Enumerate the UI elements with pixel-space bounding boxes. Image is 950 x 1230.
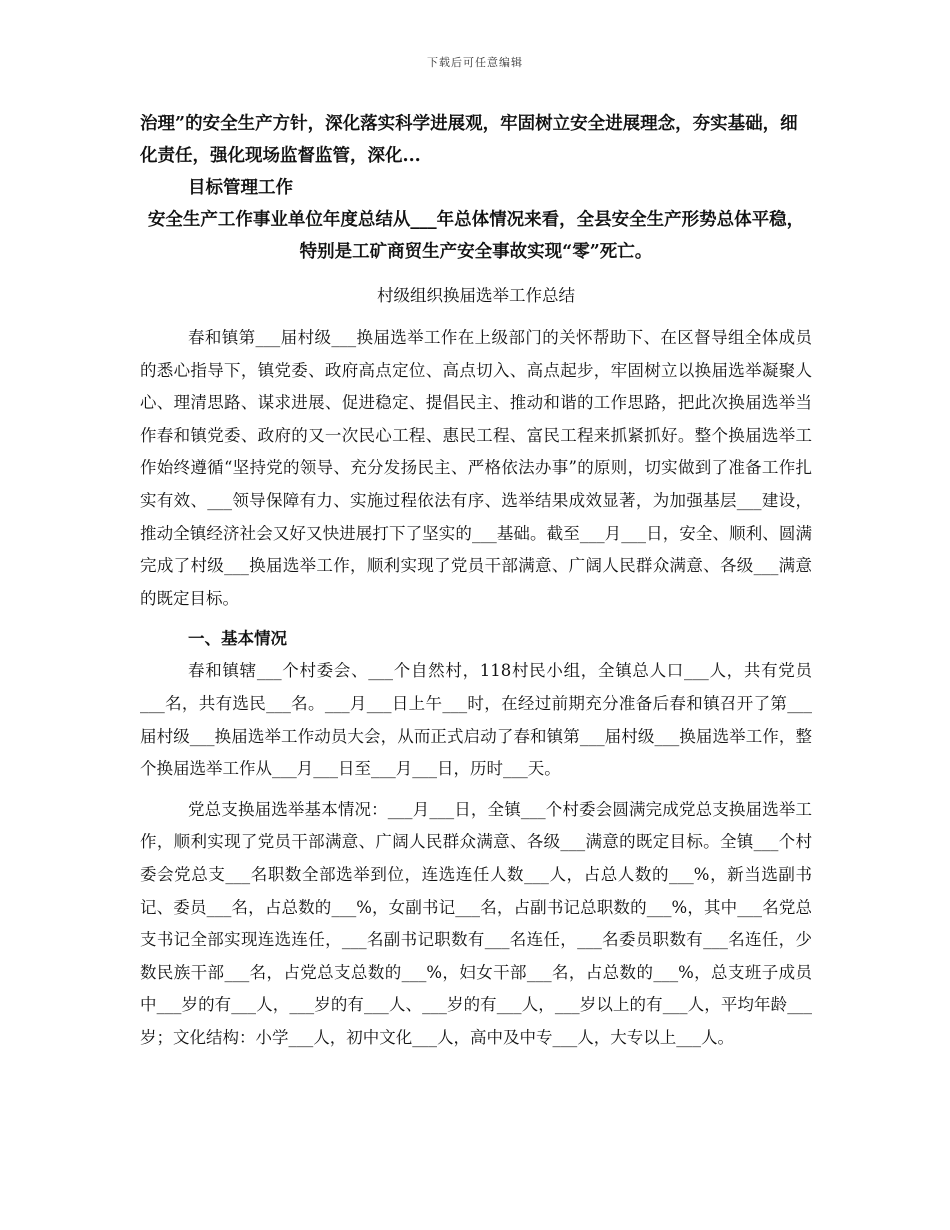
document-body (140, 108, 812, 1054)
paragraph-intro: 春和镇第___届村级___换届选举工作在上级部门的关怀帮助下、在区督导组全体成员的悉心指导下，镇党委、政府高点定位、高点切入、高点起步，牢固树立以换届选举凝聚人心、理清思路、谋求进展、促进稳定、提倡民主、推动和谐的工作思路，把此次换届选举当作春和镇党委、政府的又一次民心工程、惠民工程、富民工程来抓紧抓好。整个换届选举工作始终遵循“坚持党的领导、充分发扬民主、严格依法办事”的原则，切实做到了准备工作扎实有效、___领导保障有力、实施过程依法有序、选举结果成效显著，为加强基层___建设，推动全镇经济社会又好又快进展打下了坚实的___基础。截至___月___日，安全、顺利、圆满完成了村级___换届选举工作，顺利实现了党员干部满意、广阔人民群众满意、各级___满意的既定目标。 (140, 328, 812, 608)
paragraph-basic-situation: 春和镇辖___个村委会、___个自然村，118村民小组，全镇总人口___人，共有党员___名，共有选民___名。___月___日上午___时，在经过前期充分准备后春和镇召开了第___届村级___换届选举工作动员大会，从而正式启动了春和镇第___届村级___换届选举工作，整个换届选举工作从___月___日至___月___日，历时___天。 (140, 661, 812, 779)
page-header: 下载后可任意编辑 (427, 56, 523, 69)
intro-heading: 目标管理工作 (188, 178, 293, 198)
document-title: 村级组织换届选举工作总结 (377, 286, 575, 305)
intro-summary: 安全生产工作事业单位年度总结从___年总体情况来看，全县安全生产形势总体平稳，特别是工矿商贸生产安全事故实现“零”死亡。 (147, 210, 805, 262)
paragraph-party-election: 党总支换届选举基本情况：___月___日，全镇___个村委会圆满完成党总支换届选举工作，顺利实现了党员干部满意、广阔人民群众满意、各级___满意的既定目标。全镇___个村委会党总支___名职数全部选举到位，连选连任人数___人，占总人数的___%，新当选副书记、委员___名，占总数的___%，女副书记___名，占副书记总职数的___%，其中___名党总支书记全部实现连选连任，___名副书记职数有___名连任，___名委员职数有___名连任，少数民族干部___名，占党总支总数的___%，妇女干部___名，占总数的___%，总支班子成员中___岁的有___人，___岁的有___人、___岁的有___人，___岁以上的有___人，平均年龄___岁；文化结构：小学___人，初中文化___人，高中及中专___人，大专以上___人。 (140, 799, 813, 1047)
section-heading-basic-situation: 一、基本情况 (188, 629, 287, 649)
intro-text: 治理”的安全生产方针，深化落实科学进展观，牢固树立安全进展理念，夯实基础，细化责任，强化现场监督监管，深化... (140, 114, 798, 166)
